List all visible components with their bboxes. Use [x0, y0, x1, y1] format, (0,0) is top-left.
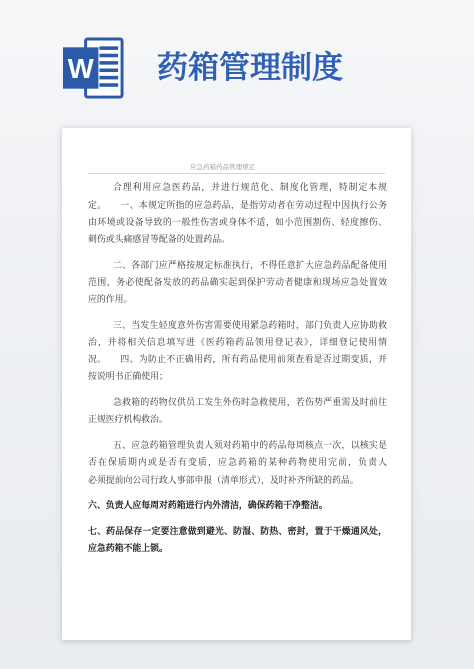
- icon-letter: W: [67, 52, 94, 84]
- body-line: 否在保质期内或是否有变质，应急药箱的某种药物使用完前，负责人: [88, 458, 387, 469]
- icon-text-line: [99, 54, 118, 58]
- body-line: 三、当发生轻度意外伤害需要使用紧急药箱时，部门负责人应协助救: [113, 320, 387, 331]
- icon-text-line: [99, 61, 118, 65]
- paragraph-5: [88, 438, 387, 490]
- paragraph-4: [88, 395, 387, 429]
- body-line: 必须提前向公司行政人事部申报（清单形式），及时补齐所缺的药品。: [88, 475, 359, 486]
- paragraph-2: [88, 258, 387, 310]
- document-body: [88, 180, 387, 558]
- page-title: 药箱管理制度: [157, 50, 343, 86]
- paragraph-7-bold: [88, 524, 387, 558]
- paragraph-3: [88, 318, 387, 387]
- body-line: 六、负责人应每周对药箱进行内外清洁，确保药箱干净整洁。: [88, 501, 328, 512]
- body-line: 五、应急药箱管理负责人须对药箱中的药品每周核点一次，以核实是: [113, 441, 387, 452]
- body-line: 况。 四、为防止不正确用药，所有药品使用前须查看是否过期变质，并: [88, 355, 387, 366]
- body-line: 定。 一、本规定所指的应急药品，是指劳动者在劳动过程中因执行公务: [88, 200, 387, 211]
- body-line: 按说明书正确使用；: [88, 372, 168, 383]
- body-line: 应的作用。: [88, 295, 133, 306]
- icon-text-line: [99, 76, 118, 80]
- word-document-icon: [62, 36, 125, 100]
- document-header-rule: [88, 173, 385, 174]
- body-line: 正规医疗机构救治。: [88, 415, 168, 426]
- icon-text-line: [99, 68, 118, 72]
- icon-text-line: [99, 46, 118, 50]
- body-line: 急救箱的药物仅供员工发生外伤时急救使用，若伤势严重需及时前往: [113, 398, 387, 409]
- body-line: 应急药箱不能上锁。: [88, 544, 168, 555]
- icon-text-line: [99, 83, 118, 87]
- body-line: 刺伤或头痛感冒等配备的处置药品。: [88, 234, 230, 245]
- document-page: [62, 128, 411, 640]
- body-line: 治，并将相关信息填写进《医药箱药品领用登记表》，详细登记使用情: [88, 338, 387, 349]
- body-line: 由环境或设备导致的一般性伤害或身体不适，如小范围割伤、轻度擦伤、: [88, 217, 387, 228]
- body-line: 二、各部门应严格按规定标准执行，不得任意扩大应急药品配备使用: [113, 260, 387, 271]
- document-header-text: 应急药箱药品管理规定: [190, 163, 255, 171]
- body-line: 合理利用应急医药品，并进行规范化、制度化管理，特制定本规: [113, 183, 387, 194]
- body-line: 范围，务必使配备发放的药品确实起到保护劳动者健康和现场应急处置效: [88, 277, 387, 288]
- body-line: 七、药品保存一定要注意做到避光、防湿、防热、密封，置于干燥通风处，: [88, 527, 387, 538]
- paragraph-6-bold: [88, 498, 387, 515]
- paragraph-1: [88, 180, 387, 249]
